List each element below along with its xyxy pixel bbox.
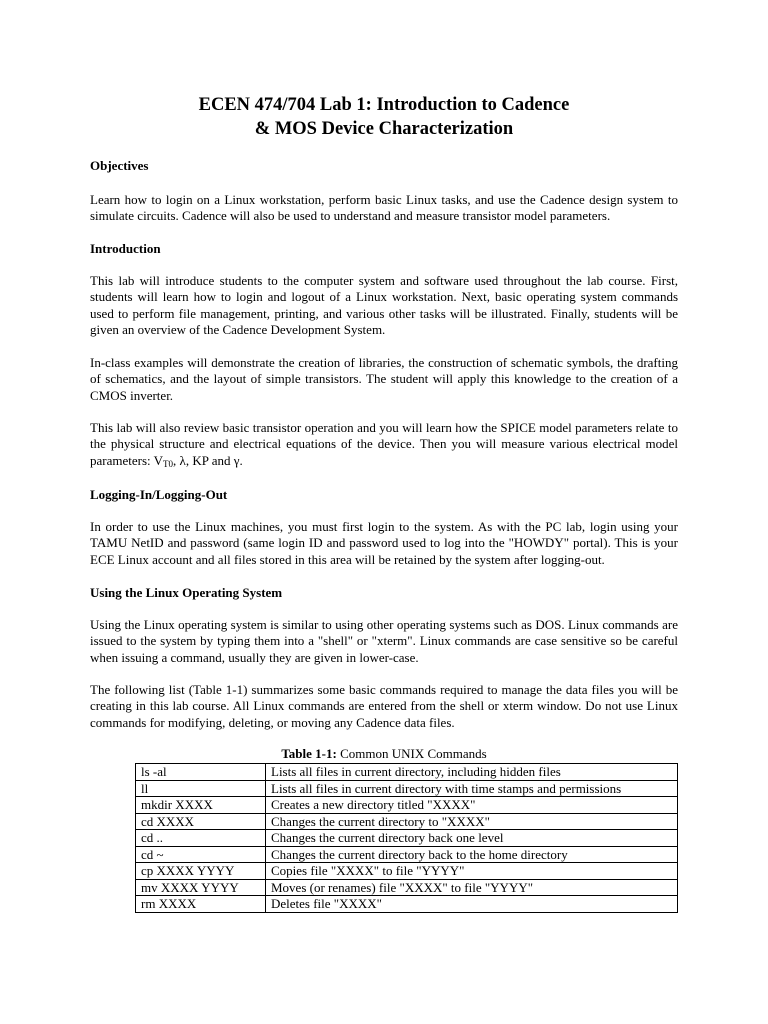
- table-caption: [90, 746, 678, 762]
- table-caption-text: Common UNIX Commands: [336, 746, 487, 761]
- command-cell: cd ..: [136, 830, 266, 847]
- objectives-text: Learn how to login on a Linux workstation, perform basic Linux tasks, and use the Cadence design system to simulate circuits. Cadence will also be used to understand and measure transistor model parameters.: [90, 192, 678, 224]
- command-cell: cd ~: [136, 846, 266, 863]
- table-row: [136, 764, 678, 781]
- table-row: [136, 846, 678, 863]
- linux-os-paragraph-1: Using the Linux operating system is similar to using other operating systems such as DOS. Linux commands are issued to the system by typing them into a "shell" or "xterm". Linux commands are case sensitive so be careful when issuing a command, usually they are given in lower-case.: [90, 617, 678, 665]
- introduction-paragraph-1: This lab will introduce students to the computer system and software used throughout the lab course. First, students will learn how to login and logout of a Linux workstation. Next, basic operating system commands used to perform file management, printing, and various other tasks will be illustrated. Finally, students will be given an overview of the Cadence Development System.: [90, 273, 678, 337]
- table-row: [136, 863, 678, 880]
- paragraph-3-subscript: T0: [163, 458, 174, 469]
- linux-os-heading: Using the Linux Operating System: [90, 585, 283, 600]
- unix-commands-table: [135, 763, 678, 913]
- description-cell: Lists all files in current directory, including hidden files: [266, 764, 678, 781]
- description-cell: Deletes file "XXXX": [266, 896, 678, 913]
- description-cell: Moves (or renames) file "XXXX" to file "YYYY": [266, 879, 678, 896]
- title-line-2: & MOS Device Characterization: [254, 119, 514, 139]
- table-row: [136, 780, 678, 797]
- paragraph-3-end: , λ, KP and γ.: [173, 452, 243, 468]
- command-cell: cp XXXX YYYY: [136, 863, 266, 880]
- introduction-paragraph-2: In-class examples will demonstrate the creation of libraries, the construction of schematic symbols, the drafting of schematics, and the layout of simple transistors. The student will apply this knowledge to the creation of a CMOS inverter.: [90, 355, 678, 403]
- description-cell: Lists all files in current directory with time stamps and permissions: [266, 780, 678, 797]
- command-cell: mkdir XXXX: [136, 797, 266, 814]
- objectives-heading: Objectives: [90, 158, 149, 173]
- logging-heading: Logging-In/Logging-Out: [90, 487, 228, 502]
- command-cell: mv XXXX YYYY: [136, 879, 266, 896]
- description-cell: Changes the current directory to "XXXX": [266, 813, 678, 830]
- command-cell: ll: [136, 780, 266, 797]
- document-title: [90, 93, 678, 141]
- table-row: [136, 879, 678, 896]
- table-row: [136, 896, 678, 913]
- title-line-1: ECEN 474/704 Lab 1: Introduction to Cadence: [198, 95, 570, 115]
- table-row: [136, 813, 678, 830]
- description-cell: Changes the current directory back one level: [266, 830, 678, 847]
- description-cell: Creates a new directory titled "XXXX": [266, 797, 678, 814]
- table-caption-label: Table 1-1:: [281, 746, 337, 761]
- command-cell: cd XXXX: [136, 813, 266, 830]
- command-cell: rm XXXX: [136, 896, 266, 913]
- description-cell: Copies file "XXXX" to file "YYYY": [266, 863, 678, 880]
- paragraph-3-start: This lab will also review basic transistor operation and you will learn how the SPICE model parameters relate to the physical structure and electrical equations of the device. Then you will measure various electrical model parameters: V: [90, 420, 678, 468]
- introduction-paragraph-3: [90, 420, 678, 469]
- table-row: [136, 797, 678, 814]
- linux-os-paragraph-2: The following list (Table 1-1) summarizes some basic commands required to manage the data files you will be creating in this lab course. All Linux commands are entered from the shell or xterm window. Do not use Linux commands for modifying, deleting, or moving any Cadence data files.: [90, 682, 678, 730]
- introduction-heading: Introduction: [90, 241, 161, 256]
- logging-text: In order to use the Linux machines, you must first login to the system. As with the PC lab, login using your TAMU NetID and password (same login ID and password used to log into the "HOWDY" portal). This is your ECE Linux account and all files stored in this area will be retained by the system after logging-out.: [90, 519, 678, 567]
- command-cell: ls -al: [136, 764, 266, 781]
- table-row: [136, 830, 678, 847]
- description-cell: Changes the current directory back to the home directory: [266, 846, 678, 863]
